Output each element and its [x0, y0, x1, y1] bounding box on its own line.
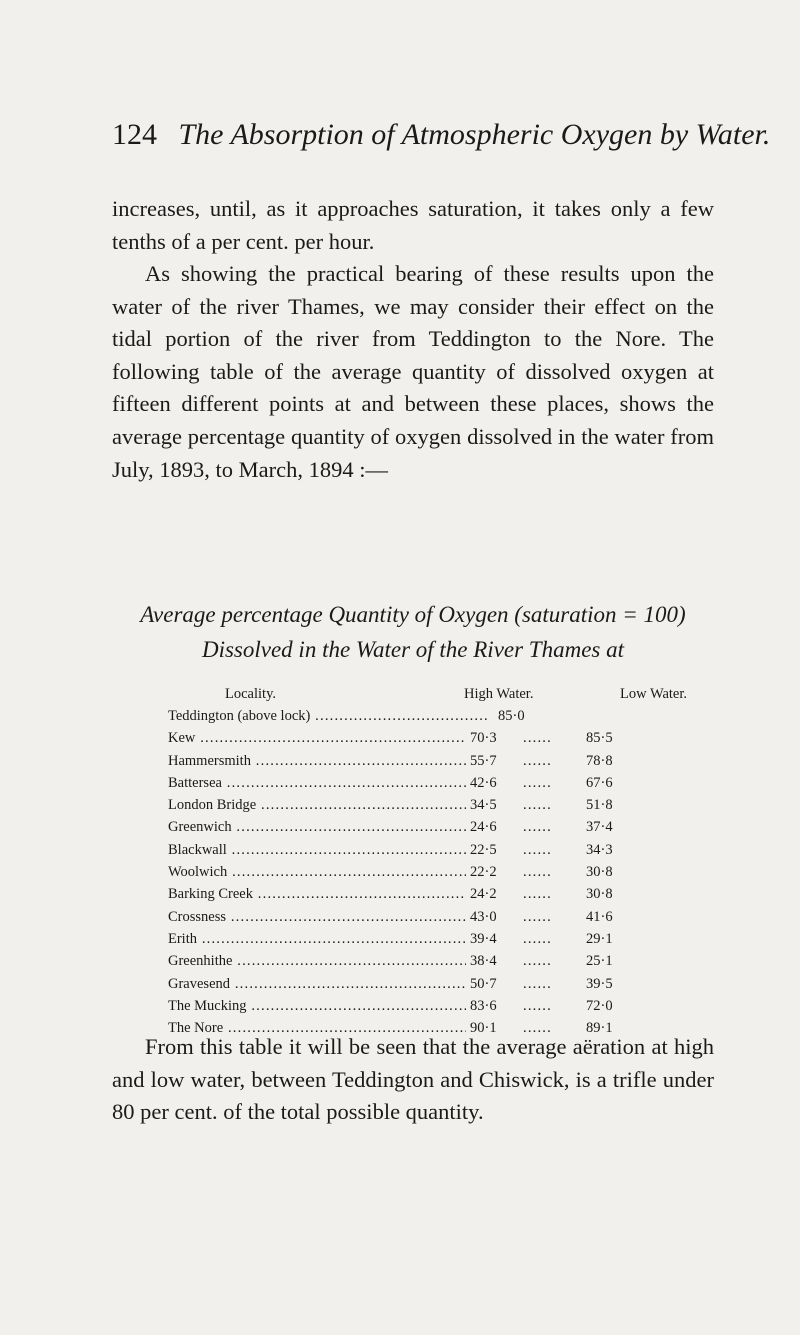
paragraph-2: As showing the practical bearing of these results upon the water of the river Thames, we may consider their effect on the tidal portion of the river from Teddington to the Nore. The following table of the average quantity of dissolved oxygen at fifteen different points at and between these places, shows the average percentage quantity of oxygen dissolved in the water from July, 1893, to March, 1894 :—	[112, 261, 714, 482]
row-low-water: 30·8	[586, 864, 613, 881]
table-row	[168, 976, 713, 998]
row-high-water: 42·6	[470, 774, 497, 791]
row-low-water: 25·1	[586, 953, 613, 970]
row-low-water: 85·5	[586, 730, 613, 747]
row-locality: Kew .....	[168, 730, 466, 747]
row-locality: London Bridge .....	[168, 797, 466, 814]
leader-dots: ......	[523, 730, 552, 747]
leader-dots: ......	[523, 797, 552, 814]
row-locality: Greenhithe .....	[168, 953, 466, 970]
row-high-water: 90·1	[470, 1020, 497, 1037]
row-high-water: 38·4	[470, 953, 497, 970]
table-row	[168, 931, 713, 953]
table-row	[168, 797, 713, 819]
row-locality: Greenwich .....	[168, 819, 466, 836]
table-caption-line-2: Dissolved in the Water of the River Thames at	[201, 637, 625, 662]
row-low-water: 78·8	[586, 752, 613, 769]
table-row	[168, 730, 713, 752]
running-head-title: The Absorption of Atmospheric Oxygen by Water.	[178, 118, 771, 151]
table-caption	[112, 597, 714, 667]
header-high-water: High Water.	[464, 686, 534, 702]
row-locality: Erith .....	[168, 931, 466, 948]
table-row	[168, 909, 713, 931]
leader-dots: ......	[523, 953, 552, 970]
row-high-water: 24·6	[470, 819, 497, 836]
row-low-water: 29·1	[586, 930, 613, 947]
row-locality: Blackwall .....	[168, 842, 466, 859]
row-high-water: 34·5	[470, 797, 497, 814]
leader-dots: ......	[523, 1020, 552, 1037]
table-row	[168, 886, 713, 908]
row-locality: Barking Creek .....	[168, 886, 466, 903]
row-high-water: 83·6	[470, 997, 497, 1014]
row-locality: Hammersmith .....	[168, 753, 466, 770]
oxygen-table	[168, 686, 713, 1042]
table-row	[168, 775, 713, 797]
row-high-water: 50·7	[470, 975, 497, 992]
leader-dots: ......	[523, 908, 552, 925]
leader-dots: ......	[523, 975, 552, 992]
page-number: 124	[112, 118, 157, 151]
table-row	[168, 864, 713, 886]
row-low-water: 89·1	[586, 1020, 613, 1037]
row-high-water: 22·2	[470, 864, 497, 881]
table-row	[168, 953, 713, 975]
row-locality: Teddington (above lock) .....	[168, 708, 488, 725]
leader-dots: ......	[523, 841, 552, 858]
row-high-water: 39·4	[470, 930, 497, 947]
row-locality: Woolwich .....	[168, 864, 466, 881]
row-high-water: 43·0	[470, 908, 497, 925]
paragraph-1: increases, until, as it approaches saturation, it takes only a few tenths of a per cent. per hour.	[112, 196, 714, 254]
row-low-water: 67·6	[586, 774, 613, 791]
table-row	[168, 998, 713, 1020]
row-locality: Gravesend .....	[168, 976, 466, 993]
paragraph-3: From this table it will be seen that the average aëration at high and low water, between Teddington and Chiswick, is a trifle under 80 per cent. of the total possible quantity.	[112, 1034, 714, 1125]
leader-dots: ......	[523, 819, 552, 836]
row-low-water: 51·8	[586, 797, 613, 814]
leader-dots: ......	[523, 930, 552, 947]
row-value: 85·0	[498, 708, 525, 724]
leader-dots: ......	[523, 886, 552, 903]
row-locality: Crossness .....	[168, 909, 466, 926]
row-high-water: 70·3	[470, 730, 497, 747]
row-high-water: 24·2	[470, 886, 497, 903]
row-locality: The Mucking .....	[168, 998, 466, 1015]
leader-dots: ......	[523, 997, 552, 1014]
leader-dots: ......	[523, 774, 552, 791]
leader-dots: ......	[523, 864, 552, 881]
table-row	[168, 842, 713, 864]
row-low-water: 41·6	[586, 908, 613, 925]
row-high-water: 55·7	[470, 752, 497, 769]
header-locality: Locality.	[225, 686, 276, 702]
row-low-water: 37·4	[586, 819, 613, 836]
table-body	[168, 730, 713, 1042]
header-low-water: Low Water.	[620, 686, 688, 702]
table-header	[168, 686, 713, 708]
row-low-water: 30·8	[586, 886, 613, 903]
row-locality: The Nore .....	[168, 1020, 466, 1037]
leader-dots: ......	[523, 752, 552, 769]
table-row	[168, 708, 713, 730]
running-head	[112, 118, 770, 152]
table-row	[168, 753, 713, 775]
table-caption-line-1: Average percentage Quantity of Oxygen (saturation = 100)	[140, 602, 686, 627]
row-low-water: 39·5	[586, 975, 613, 992]
row-low-water: 72·0	[586, 997, 613, 1014]
row-locality: Battersea .....	[168, 775, 466, 792]
row-high-water: 22·5	[470, 841, 497, 858]
table-row	[168, 819, 713, 841]
row-low-water: 34·3	[586, 841, 613, 858]
